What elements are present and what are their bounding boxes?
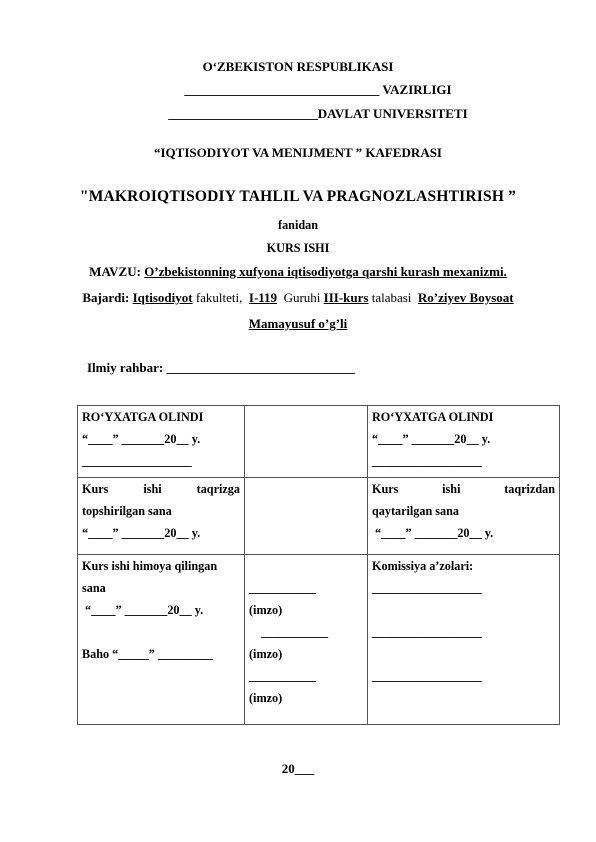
supervisor-label: Ilmiy rahbar: [87,360,164,375]
course-value: III-kurs [323,290,369,305]
registered-date: “____” _______20__ y. [372,432,491,446]
review-returned-date: “____” _______20__ y. [372,526,494,540]
signature-cell [245,555,368,725]
review-submitted-cell [78,478,245,555]
commission-title: Komissiya a’zolari: [372,559,474,573]
word: ishi [442,482,461,496]
word: ishi [143,482,162,496]
group-value: I-119 [248,290,278,305]
student-word: talabasi [371,290,412,305]
faculty-value: Iqtisodiyot [132,290,193,305]
signature-line: ___________ [261,625,329,639]
review-returned-heading [372,478,555,500]
commission-cell [368,555,560,725]
department-line: “IQTISODIYOT VA MENIJMENT ” KAFEDRASI [154,145,442,160]
topic-value: O’zbekistonning xufyona iqtisodiyotga qarshi kurash mexanizmi. [144,264,507,279]
university-line: _______________________DAVLAT UNIVERSITETI [168,106,468,121]
review-returned-cell [368,478,560,555]
signature-line: ___________ [249,669,317,683]
commission-blank: __________________ [372,625,482,639]
registered-title: RO‘YXATGA OLINDI [82,410,204,424]
registered-cell-right [368,406,560,478]
author-line [0,290,596,306]
empty-cell [245,406,368,478]
review-submitted-date: “____” _______20__ y. [82,526,201,540]
signature-label: (imzo) [249,647,283,661]
registered-date: “____” _______20__ y. [82,432,201,446]
signature-line: ___________ [249,581,317,595]
author-label: Bajardi: [82,290,130,305]
subject-title: "MAKROIQTISODIY TAHLIL VA PRAGNOZLASHTIRISH ” [79,188,517,205]
review-submitted-heading [82,478,240,500]
defense-label-cont: sana [82,581,106,595]
word: taqrizdan [504,482,555,496]
word: Kurs [82,482,109,496]
commission-blank: __________________ [372,581,482,595]
defense-label: Kurs ishi himoya qilingan [82,559,218,573]
commission-blank: __________________ [372,669,482,683]
republic-heading: O‘ZBEKISTON RESPUBLIKASI [202,59,394,74]
work-kind: KURS ISHI [266,241,330,255]
signature-label: (imzo) [249,603,283,617]
student-name-cont: Mamayusuf o’g’li [248,316,348,331]
year-line: 20___ [281,761,315,776]
student-name: Ro’ziyev Boysoat [417,290,514,305]
signature-label: (imzo) [249,691,283,705]
faculty-word: fakulteti, [195,290,243,305]
topic-line [0,264,596,280]
registered-cell-left [78,406,245,478]
table-row [78,406,560,478]
defense-cell [78,555,245,725]
grade-line: Baho “_____” _________ [82,647,213,661]
group-word: Guruhi [283,290,321,305]
registered-blank: __________________ [82,454,192,468]
review-submitted-label: topshirilgan sana [82,504,172,518]
registered-blank: __________________ [372,454,482,468]
supervisor-line [87,360,355,376]
registered-title: RO‘YXATGA OLINDI [372,410,494,424]
empty-cell [245,478,368,555]
table-row [78,478,560,555]
table-row [78,555,560,725]
defense-date: “____” _______20__ y. [82,603,204,617]
topic-label: MAVZU: [89,264,141,279]
registration-table [77,405,560,725]
word: Kurs [372,482,399,496]
fanidan-label: fanidan [278,218,318,232]
word: taqrizga [196,482,240,496]
ministry-line: ______________________________ VAZIRLIGI [184,82,452,97]
review-returned-label: qaytarilgan sana [372,504,460,518]
supervisor-blank: _____________________________ [166,360,355,375]
